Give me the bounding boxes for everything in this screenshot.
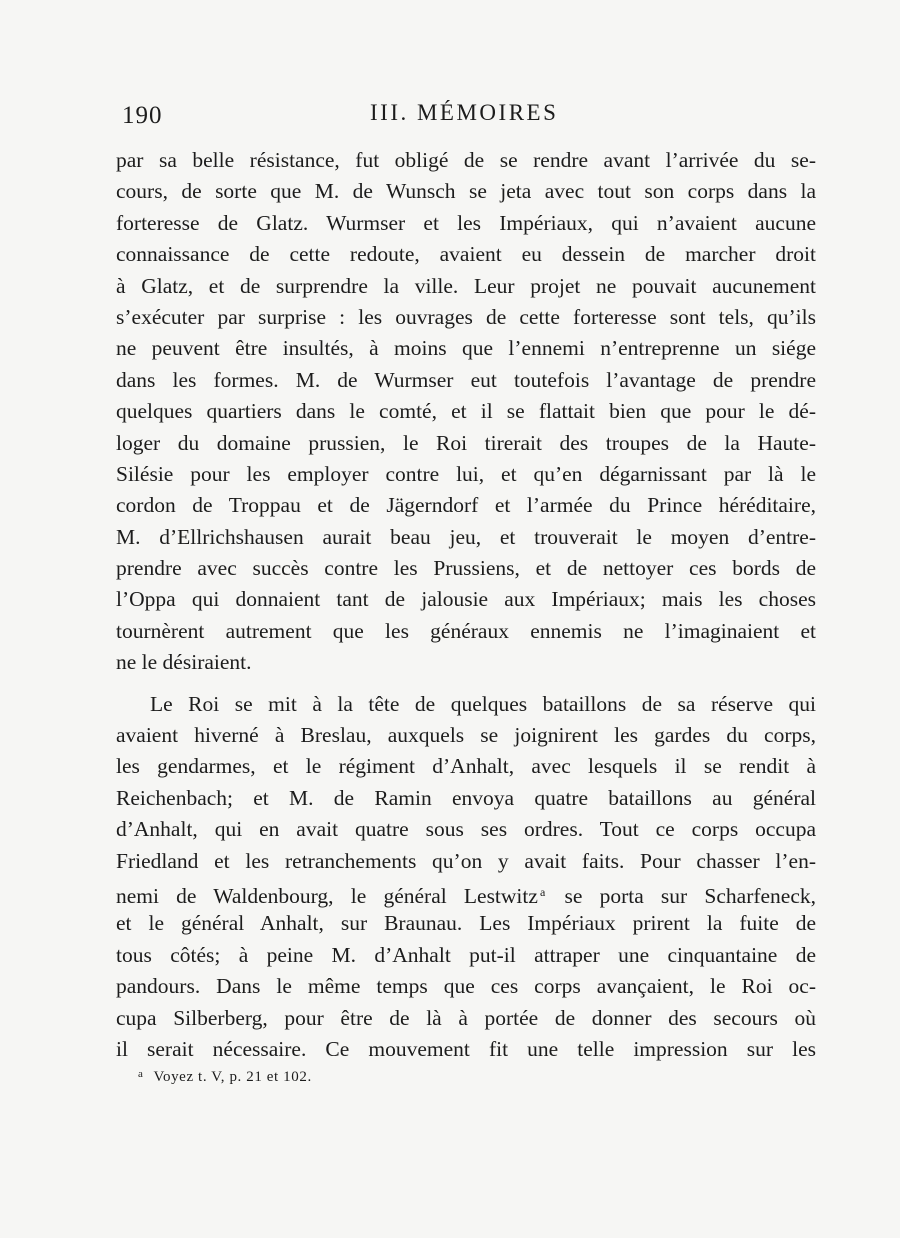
running-head: III. MÉMOIRES [370,100,559,125]
text-line: s’exécuter par surprise : les ouvrages de cette forteresse sont tels, qu’ils [116,304,816,329]
text-line: loger du domaine prussien, le Roi tirerait des troupes de la Haute- [116,430,816,455]
text-line: d’Anhalt, qui en avait quatre sous ses ordres. Tout ce corps occupa [116,817,816,842]
text-line: prendre avec succès contre les Prussiens, et de nettoyer ces bords de [116,556,816,581]
text-line: il serait nécessaire. Ce mouvement fit une telle impression sur les [116,1036,816,1061]
text-line: Silésie pour les employer contre lui, et qu’en dégarnissant par là le [116,461,816,486]
text-line: Le Roi se mit à la tête de quelques bataillons de sa réserve qui [150,691,816,716]
text-line: avaient hiverné à Breslau, auxquels se joignirent les gardes du corps, [116,723,816,748]
text-line: l’Oppa qui donnaient tant de jalousie aux Impériaux; mais les choses [116,587,816,612]
text-line: les gendarmes, et le régiment d’Anhalt, avec lesquels il se rendit à [116,754,816,779]
text-line: ne le désiraient. [116,650,252,675]
footnote-mark: a [138,1068,144,1080]
page-header [118,98,818,138]
text-line: cupa Silberberg, pour être de là à portée de donner des secours où [116,1005,816,1030]
text-line: cours, de sorte que M. de Wunsch se jeta avec tout son corps dans la [116,179,816,204]
line-end: se porta sur Scharfeneck, [564,883,817,908]
footnote [138,1068,312,1086]
text-line: quelques quartiers dans le comté, et il se flattait bien que pour le dé- [116,399,816,424]
text-line: pandours. Dans le même temps que ces corps avançaient, le Roi oc- [116,974,816,999]
footnote-text: Voyez t. V, p. 21 et 102. [153,1069,312,1085]
text-line: ne peuvent être insultés, à moins que l’ennemi n’entreprenne un siége [116,336,816,361]
text-line: Friedland et les retranchements qu’on y avait faits. Pour chasser l’en- [116,848,816,873]
text-line: connaissance de cette redoute, avaient eu dessein de marcher droit [116,242,816,267]
footnote-reference: a [539,884,546,899]
text-line: M. d’Ellrichshausen aurait beau jeu, et trouverait le moyen d’entre- [116,524,816,549]
line-start: nemi de Waldenbourg, le général Lestwitz [116,883,538,908]
text-line: dans les formes. M. de Wurmser eut toutefois l’avantage de prendre [116,367,816,392]
text-line: par sa belle résistance, fut obligé de se rendre avant l’arrivée du se- [116,148,816,172]
text-line-with-footnote-ref [116,877,816,908]
text-line: forteresse de Glatz. Wurmser et les Impériaux, qui n’avaient aucune [116,210,816,235]
body-text [116,145,816,1065]
text-line: à Glatz, et de surprendre la ville. Leur projet ne pouvait aucunement [116,273,816,298]
page-number: 190 [122,102,163,129]
text-line: cordon de Troppau et de Jägerndorf et l’armée du Prince héréditaire, [116,493,816,518]
text-line: tous côtés; à peine M. d’Anhalt put-il attraper une cinquantaine de [116,942,816,967]
text-line: tournèrent autrement que les généraux ennemis ne l’imaginaient et [116,618,816,643]
text-line: Reichenbach; et M. de Ramin envoya quatre bataillons au général [116,785,816,810]
text-line: et le général Anhalt, sur Braunau. Les Impériaux prirent la fuite de [116,911,816,936]
